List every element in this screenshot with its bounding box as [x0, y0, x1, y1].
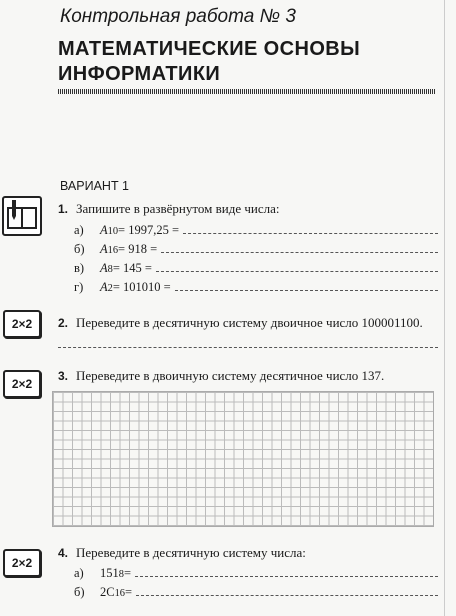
page-margin-line	[444, 0, 445, 616]
question-1	[58, 201, 438, 295]
question-text: Переведите в двоичную систему десятичное число 137.	[76, 368, 385, 383]
variant-label: ВАРИАНТ 1	[60, 179, 130, 193]
page-title: МАТЕМАТИЧЕСКИЕ ОСНОВЫ ИНФОРМАТИКИ	[58, 38, 361, 85]
question-text: Переведите в десятичную систему двоичное число 100001100.	[76, 315, 423, 330]
book-pencil-icon	[2, 196, 42, 236]
question-number: 3.	[58, 369, 69, 383]
answer-line-b[interactable]: б) 2C 16 =	[74, 585, 438, 600]
question-number: 1.	[58, 202, 69, 216]
question-number: 2.	[58, 316, 69, 330]
question-2	[58, 315, 438, 348]
calculation-badge-icon: 2×2	[3, 370, 41, 398]
answer-line[interactable]	[58, 341, 438, 348]
answer-line-c[interactable]: в) A 8 = 145 =	[74, 261, 438, 276]
answer-line-a[interactable]: а) A 10 = 1997,25 =	[74, 223, 438, 238]
title-rule	[58, 89, 436, 94]
calculation-badge-icon: 2×2	[3, 549, 41, 577]
calculation-badge-icon: 2×2	[3, 310, 41, 338]
question-text: Переведите в десятичную систему числа:	[76, 545, 306, 560]
question-4	[58, 545, 438, 600]
work-title: Контрольная работа № 3	[60, 6, 296, 27]
answer-line-d[interactable]: г) A 2 = 101010 =	[74, 280, 438, 295]
question-3	[58, 368, 438, 384]
answer-line-a[interactable]: а) 151 8 =	[74, 566, 438, 581]
answer-line-b[interactable]: б) A 16 = 918 =	[74, 242, 438, 257]
question-text: Запишите в развёрнутом виде числа:	[76, 201, 280, 216]
question-number: 4.	[58, 546, 69, 560]
working-grid[interactable]	[52, 391, 434, 527]
